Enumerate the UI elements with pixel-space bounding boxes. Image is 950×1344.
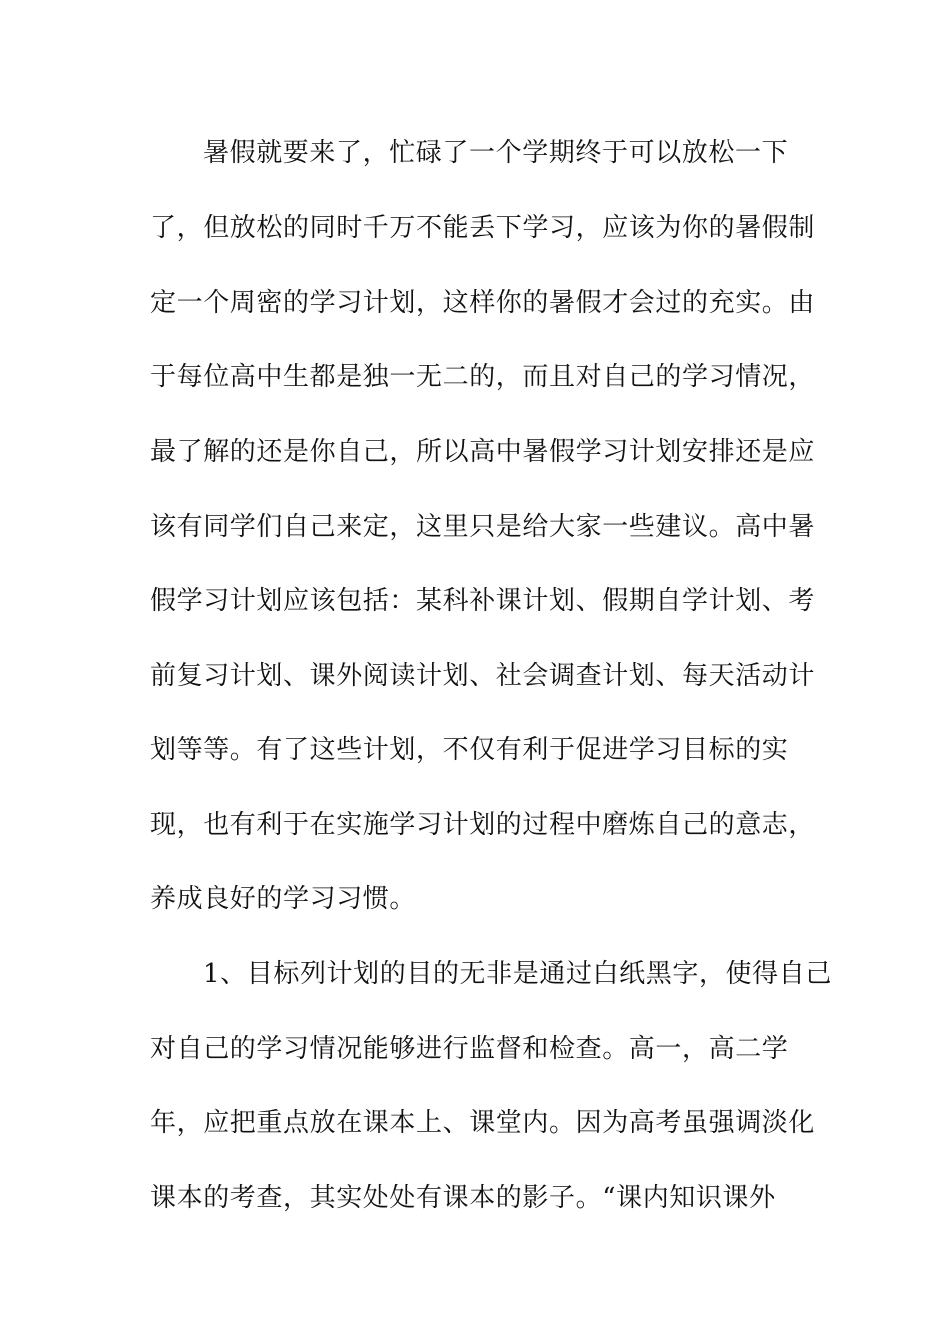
paragraph-1-line-3: 定一个周密的学习计划，这样你的暑假才会过的充实。由	[150, 288, 816, 318]
paragraph-1-line-8: 前复习计划、课外阅读计划、社会调查计划、每天活动计	[150, 661, 816, 691]
paragraph-1-line-11: 养成良好的学习习惯。	[150, 884, 417, 914]
paragraph-2-line-3: 年，应把重点放在课本上、课堂内。因为高考虽强调淡化	[150, 1108, 816, 1138]
paragraph-1-line-5: 最了解的还是你自己，所以高中暑假学习计划安排还是应	[150, 437, 816, 467]
paragraph-1-line-6: 该有同学们自己来定，这里只是给大家一些建议。高中暑	[150, 512, 816, 542]
paragraph-1-line-10: 现，也有利于在实施学习计划的过程中磨炼自己的意志，	[150, 810, 816, 840]
paragraph-2-line-1: 1、目标列计划的目的无非是通过白纸黑字，使得自己	[203, 959, 832, 989]
paragraph-2-line-4: 课本的考查，其实处处有课本的影子。“课内知识课外	[150, 1183, 776, 1213]
paragraph-1-line-7: 假学习计划应该包括：某科补课计划、假期自学计划、考	[150, 586, 816, 616]
paragraph-1-line-4: 于每位高中生都是独一无二的，而且对自己的学习情况，	[150, 362, 816, 392]
paragraph-1-line-9: 划等等。有了这些计划，不仅有利于促进学习目标的实	[150, 735, 789, 765]
paragraph-2-line-2: 对自己的学习情况能够进行监督和检查。高一，高二学	[150, 1034, 789, 1064]
paragraph-1-line-2: 了，但放松的同时千万不能丢下学习，应该为你的暑假制	[150, 213, 816, 243]
paragraph-1-line-1: 暑假就要来了，忙碌了一个学期终于可以放松一下	[203, 138, 789, 168]
